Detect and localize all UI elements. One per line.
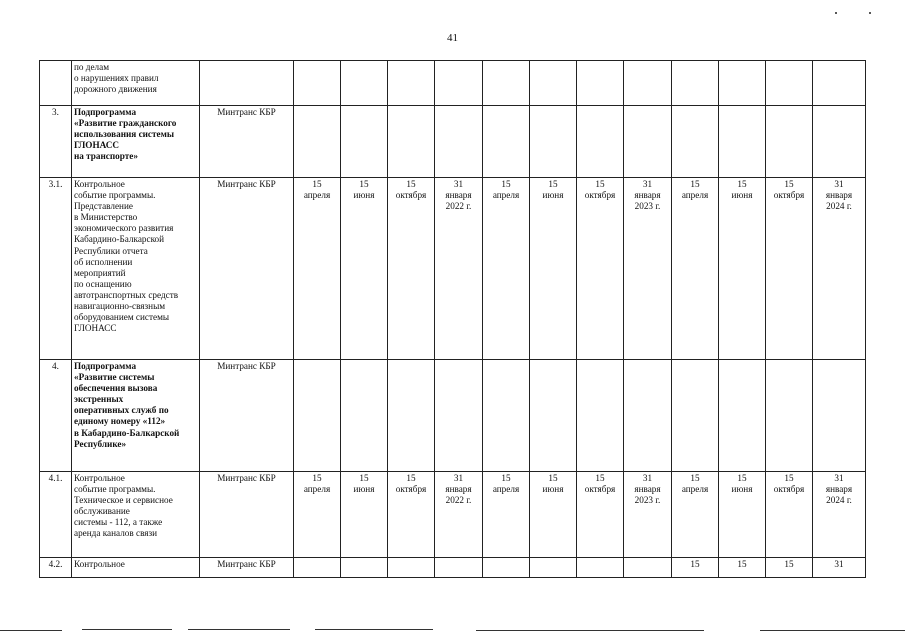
deadline-cell (624, 360, 672, 472)
deadline-cell (577, 558, 624, 578)
deadline-cell: 15 октября (388, 178, 435, 360)
deadline-cell (388, 360, 435, 472)
deadline-cell (483, 558, 530, 578)
responsible-executor: Минтранс КБР (200, 360, 294, 472)
deadline-cell (719, 61, 766, 106)
deadline-cell: 15 июня (719, 178, 766, 360)
deadline-cell: 15 апреля (672, 472, 719, 558)
item-name: Подпрограмма «Развитие системы обеспечения вызова экстренных оперативных служб по единому номеру «112» в Кабардино-Балкарской Республике» (72, 360, 200, 472)
deadline-cell: 15 апреля (483, 178, 530, 360)
deadline-cell (341, 61, 388, 106)
deadline-cell (530, 558, 577, 578)
deadline-cell (435, 360, 483, 472)
deadline-cell (813, 61, 866, 106)
item-name: Контрольное событие программы. Техническое и сервисное обслуживание системы - 112, а также аренда каналов связи (72, 472, 200, 558)
deadline-cell: 15 (766, 558, 813, 578)
deadline-cell: 31 января 2024 г. (813, 178, 866, 360)
deadline-cell: 15 октября (766, 472, 813, 558)
deadline-cell: 15 октября (577, 178, 624, 360)
deadline-cell: 31 января 2023 г. (624, 472, 672, 558)
deadline-cell (624, 106, 672, 178)
deadline-cell (435, 558, 483, 578)
deadline-cell (483, 61, 530, 106)
responsible-executor: Минтранс КБР (200, 106, 294, 178)
deadline-cell: 15 (672, 558, 719, 578)
responsible-executor: Минтранс КБР (200, 558, 294, 578)
deadline-cell (483, 360, 530, 472)
deadline-cell (388, 558, 435, 578)
item-number: 4. (40, 360, 72, 472)
deadline-cell (530, 61, 577, 106)
deadline-cell (341, 558, 388, 578)
deadline-cell (766, 106, 813, 178)
responsible-executor: Минтранс КБР (200, 472, 294, 558)
deadline-cell (530, 106, 577, 178)
deadline-cell (719, 360, 766, 472)
deadline-cell (719, 106, 766, 178)
deadline-cell (435, 106, 483, 178)
deadline-cell (294, 106, 341, 178)
deadline-cell (577, 106, 624, 178)
deadline-cell (766, 360, 813, 472)
responsible-executor: Минтранс КБР (200, 178, 294, 360)
table-row (40, 472, 866, 558)
page-number: 41 (447, 32, 458, 44)
deadline-cell (530, 360, 577, 472)
deadline-cell: 31 января 2023 г. (624, 178, 672, 360)
deadline-cell (388, 61, 435, 106)
deadline-cell: 31 (813, 558, 866, 578)
responsible-executor (200, 61, 294, 106)
table-row (40, 61, 866, 106)
item-name: Контрольное (72, 558, 200, 578)
deadline-cell: 15 октября (577, 472, 624, 558)
deadline-cell: 31 января 2022 г. (435, 472, 483, 558)
scan-dot (835, 12, 837, 14)
scan-dot (869, 12, 871, 14)
deadline-cell: 15 июня (719, 472, 766, 558)
item-name: Контрольное событие программы. Представление в Министерство экономического развития Кабардино-Балкарской Республики отчета об исполнении мероприятий по оснащению автотранспортных средств навигационно-связным оборудованием системы ГЛОНАСС (72, 178, 200, 360)
deadline-cell: 15 июня (530, 472, 577, 558)
deadline-cell (435, 61, 483, 106)
item-number: 4.2. (40, 558, 72, 578)
deadline-cell (672, 360, 719, 472)
table-row (40, 178, 866, 360)
deadline-cell (294, 360, 341, 472)
deadline-cell: 15 апреля (294, 178, 341, 360)
deadline-cell: 15 (719, 558, 766, 578)
table-row (40, 558, 866, 578)
deadline-cell: 15 июня (530, 178, 577, 360)
deadline-cell (341, 106, 388, 178)
item-number (40, 61, 72, 106)
deadline-cell: 15 июня (341, 472, 388, 558)
deadline-cell: 31 января 2024 г. (813, 472, 866, 558)
deadline-cell: 15 апреля (672, 178, 719, 360)
item-number: 3.1. (40, 178, 72, 360)
deadline-cell: 31 января 2022 г. (435, 178, 483, 360)
deadline-cell (577, 61, 624, 106)
table-row (40, 106, 866, 178)
deadline-cell (766, 61, 813, 106)
deadline-cell: 15 июня (341, 178, 388, 360)
deadline-cell (483, 106, 530, 178)
table-row (40, 360, 866, 472)
deadline-cell (388, 106, 435, 178)
deadline-cell (672, 106, 719, 178)
deadline-cell (813, 360, 866, 472)
deadline-cell (294, 558, 341, 578)
deadline-cell (672, 61, 719, 106)
deadline-cell (813, 106, 866, 178)
item-number: 4.1. (40, 472, 72, 558)
deadline-cell (624, 61, 672, 106)
deadline-cell: 15 апреля (294, 472, 341, 558)
deadline-cell (341, 360, 388, 472)
deadline-cell: 15 апреля (483, 472, 530, 558)
deadline-cell: 15 октября (388, 472, 435, 558)
item-number: 3. (40, 106, 72, 178)
schedule-table (39, 60, 866, 578)
deadline-cell: 15 октября (766, 178, 813, 360)
deadline-cell (577, 360, 624, 472)
item-name: Подпрограмма «Развитие гражданского использования системы ГЛОНАСС на транспорте» (72, 106, 200, 178)
item-name: по делам о нарушениях правил дорожного движения (72, 61, 200, 106)
deadline-cell (294, 61, 341, 106)
deadline-cell (624, 558, 672, 578)
